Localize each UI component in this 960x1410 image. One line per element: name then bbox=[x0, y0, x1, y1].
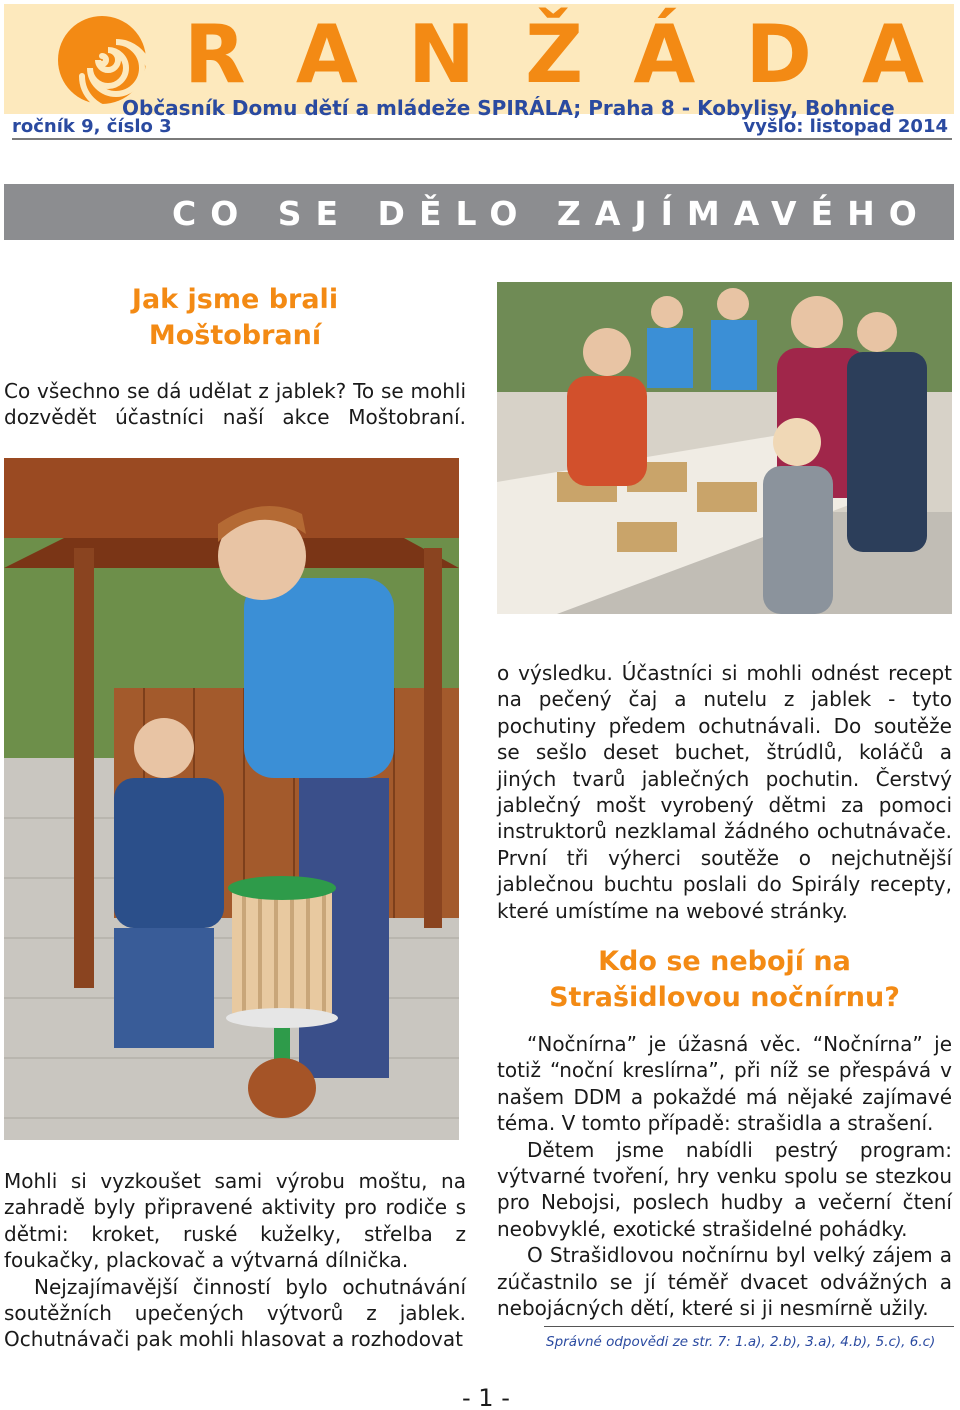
answers-divider bbox=[544, 1326, 954, 1327]
article-heading bbox=[4, 282, 466, 354]
title-letter: Ž bbox=[525, 8, 584, 101]
title-letter: Á bbox=[633, 8, 696, 101]
section-band bbox=[4, 184, 954, 240]
article-left-column bbox=[4, 1168, 466, 1353]
article-heading-line: Strašidlovou nočnírnu? bbox=[549, 982, 900, 1013]
paragraph: Mohli si vyzkoušet sami výrobu moštu, na zahradě byly připravené aktivity pro rodiče s dětmi: kroket, ruské kuželky, střelba z foukačky, plackovač a výtvarná dílnička. bbox=[4, 1169, 466, 1273]
paragraph: “Nočnírna” je úžasná věc. “Nočnírna” je totiž “noční kreslírna”, při níž se přespává v našem DDM a pokaždé má nějaké zajímavé téma. V tomto případě: strašidla a strašení. bbox=[497, 1032, 952, 1136]
page-number: - 1 - bbox=[462, 1384, 510, 1410]
spiral-logo-icon bbox=[56, 14, 148, 106]
article-heading-line: Moštobraní bbox=[148, 320, 322, 351]
article-heading-line: Kdo se nebojí na bbox=[598, 946, 851, 977]
title-letter: N bbox=[407, 8, 475, 101]
paragraph: Dětem jsme nabídli pestrý program: výtvarné tvoření, hry venku spolu se stezkou pro Nebojsi, poslech hudby a večerní čtení neobvyklé, exotické strašidelné pohádky. bbox=[497, 1137, 952, 1241]
title-letter: R bbox=[184, 8, 246, 101]
title-letter: A bbox=[295, 8, 358, 101]
article-intro bbox=[4, 378, 466, 431]
paragraph: Nejzajímavější činností bylo ochutnávání soutěžních upečených výtvorů z jablek. Ochutnávači pak mohli hlasovat a rozhodovat bbox=[4, 1274, 466, 1352]
intro-line: Co všechno se dá udělat z jablek? To se mohli bbox=[4, 379, 466, 403]
title-letter: A bbox=[862, 8, 924, 101]
newsletter-title bbox=[184, 10, 924, 100]
paragraph: O Strašidlovou nočnírnu byl velký zájem a zúčastnilo se jí téměř dvacet odvážných a nebojácných dětí, které si ji nesmírně užily. bbox=[497, 1243, 952, 1321]
article-nocnirna-body bbox=[497, 1031, 952, 1321]
issue-volume: ročník 9, číslo 3 bbox=[12, 116, 172, 137]
masthead bbox=[4, 4, 954, 120]
intro-line: dozvědět účastníci naší akce Moštobraní. bbox=[4, 405, 466, 430]
photo-cider-press bbox=[4, 458, 459, 1140]
quiz-answers: Správné odpovědi ze str. 7: 1.a), 2.b), 3.a), 4.b), 5.c), 6.c) bbox=[546, 1334, 936, 1350]
photo-tasting-table bbox=[497, 282, 952, 614]
section-title: CO SE DĚLO ZAJÍMAVÉHO bbox=[172, 194, 931, 233]
article-right-column bbox=[497, 660, 952, 924]
paragraph: o výsledku. Účastníci si mohli odnést recept na pečený čaj a nutelu z jablek - tyto pochutiny předem ochutnávali. Do soutěže se sešlo deset buchet, štrúdlů, koláčů a jiných tvarů jablečných pochutin. Čerstvý jablečný mošt vyrobený dětmi za pomoci instruktorů nezklamal žádného ochutnávače. První tři výherci soutěže o nejchutnější jablečnou buchtu poslali do Spirály recepty, které umístíme na webové stránky. bbox=[497, 661, 952, 923]
issue-date: vyšlo: listopad 2014 bbox=[743, 116, 948, 137]
issue-info-row bbox=[12, 114, 952, 140]
article-heading bbox=[497, 944, 952, 1016]
title-letter: D bbox=[745, 8, 812, 101]
masthead-subtitle: Občasník Domu dětí a mládeže SPIRÁLA; Praha 8 - Kobylisy, Bohnice bbox=[122, 96, 895, 120]
article-heading-line: Jak jsme brali bbox=[131, 284, 339, 315]
